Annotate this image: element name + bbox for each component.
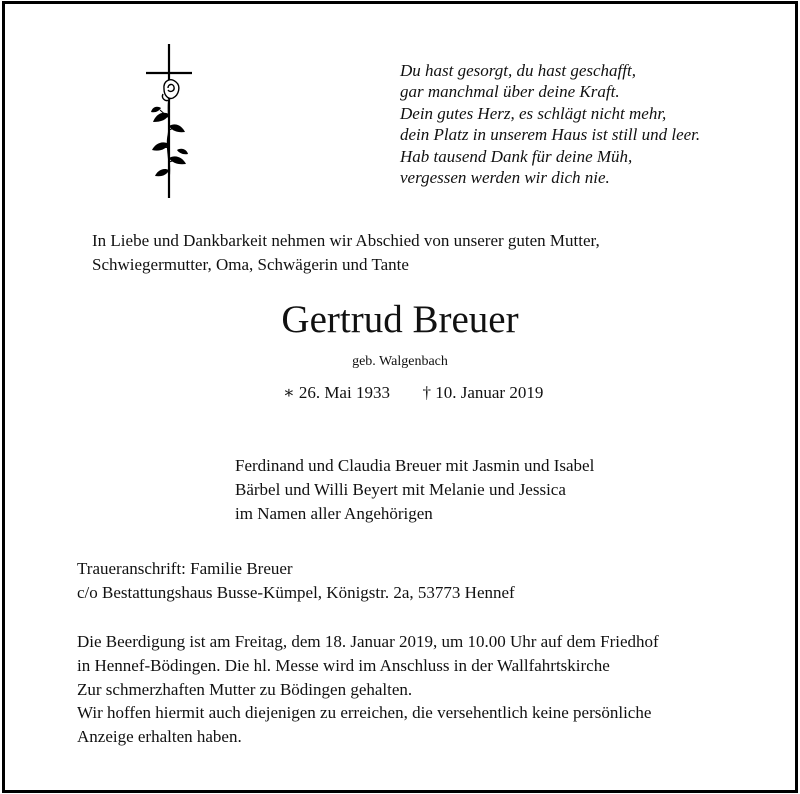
family-line: Bärbel und Willi Beyert mit Melanie und Jessica [235,480,566,499]
funeral-line: Zur schmerzhaften Mutter zu Bödingen gehalten. [77,680,413,699]
poem-line: Dein gutes Herz, es schlägt nicht mehr, [400,103,667,123]
intro-line: Schwiegermutter, Oma, Schwägerin und Tante [92,255,409,274]
deceased-name: Gertrud Breuer [281,298,519,341]
family-line: Ferdinand und Claudia Breuer mit Jasmin und Isabel [235,456,595,475]
notice-line: Wir hoffen hiermit auch diejenigen zu erreichen, die versehentlich keine persönliche [77,703,652,722]
poem-line: vergessen werden wir dich nie. [400,167,610,187]
address-line: Traueranschrift: Familie Breuer [77,559,293,578]
poem-line: Hab tausend Dank für deine Müh, [400,146,633,166]
death-symbol: † [422,383,431,402]
birth-date: 26. Mai 1933 [298,383,390,402]
family-signature [235,454,594,526]
funeral-line: Die Beerdigung ist am Freitag, dem 18. Januar 2019, um 10.00 Uhr auf dem Friedhof [77,632,659,651]
birth-symbol: ∗ [283,383,295,402]
family-line: im Namen aller Angehörigen [235,504,433,523]
notice-line: Anzeige erhalten haben. [77,727,242,746]
intro-line: In Liebe und Dankbarkeit nehmen wir Abschied von unserer guten Mutter, [92,231,600,250]
obituary-notice [2,1,798,793]
birth-name: geb. Walgenbach [352,354,448,369]
closing-notice [77,701,651,749]
poem-line: Du hast gesorgt, du hast geschafft, [400,61,636,80]
funeral-details [77,630,659,702]
cross-with-rose-icon [143,42,195,200]
address-line: c/o Bestattungshaus Busse-Kümpel, Königstr. 2a, 53773 Hennef [77,583,515,602]
death-date: 10. Januar 2019 [435,383,544,402]
intro-text [92,229,600,277]
mourning-address [77,557,515,605]
poem-line: gar manchmal über deine Kraft. [400,82,620,102]
funeral-line: in Hennef-Bödingen. Die hl. Messe wird im Anschluss in der Wallfahrtskirche [77,656,610,675]
poem [400,60,700,188]
life-dates [283,383,543,403]
poem-line: dein Platz in unserem Haus ist still und leer. [400,125,701,145]
